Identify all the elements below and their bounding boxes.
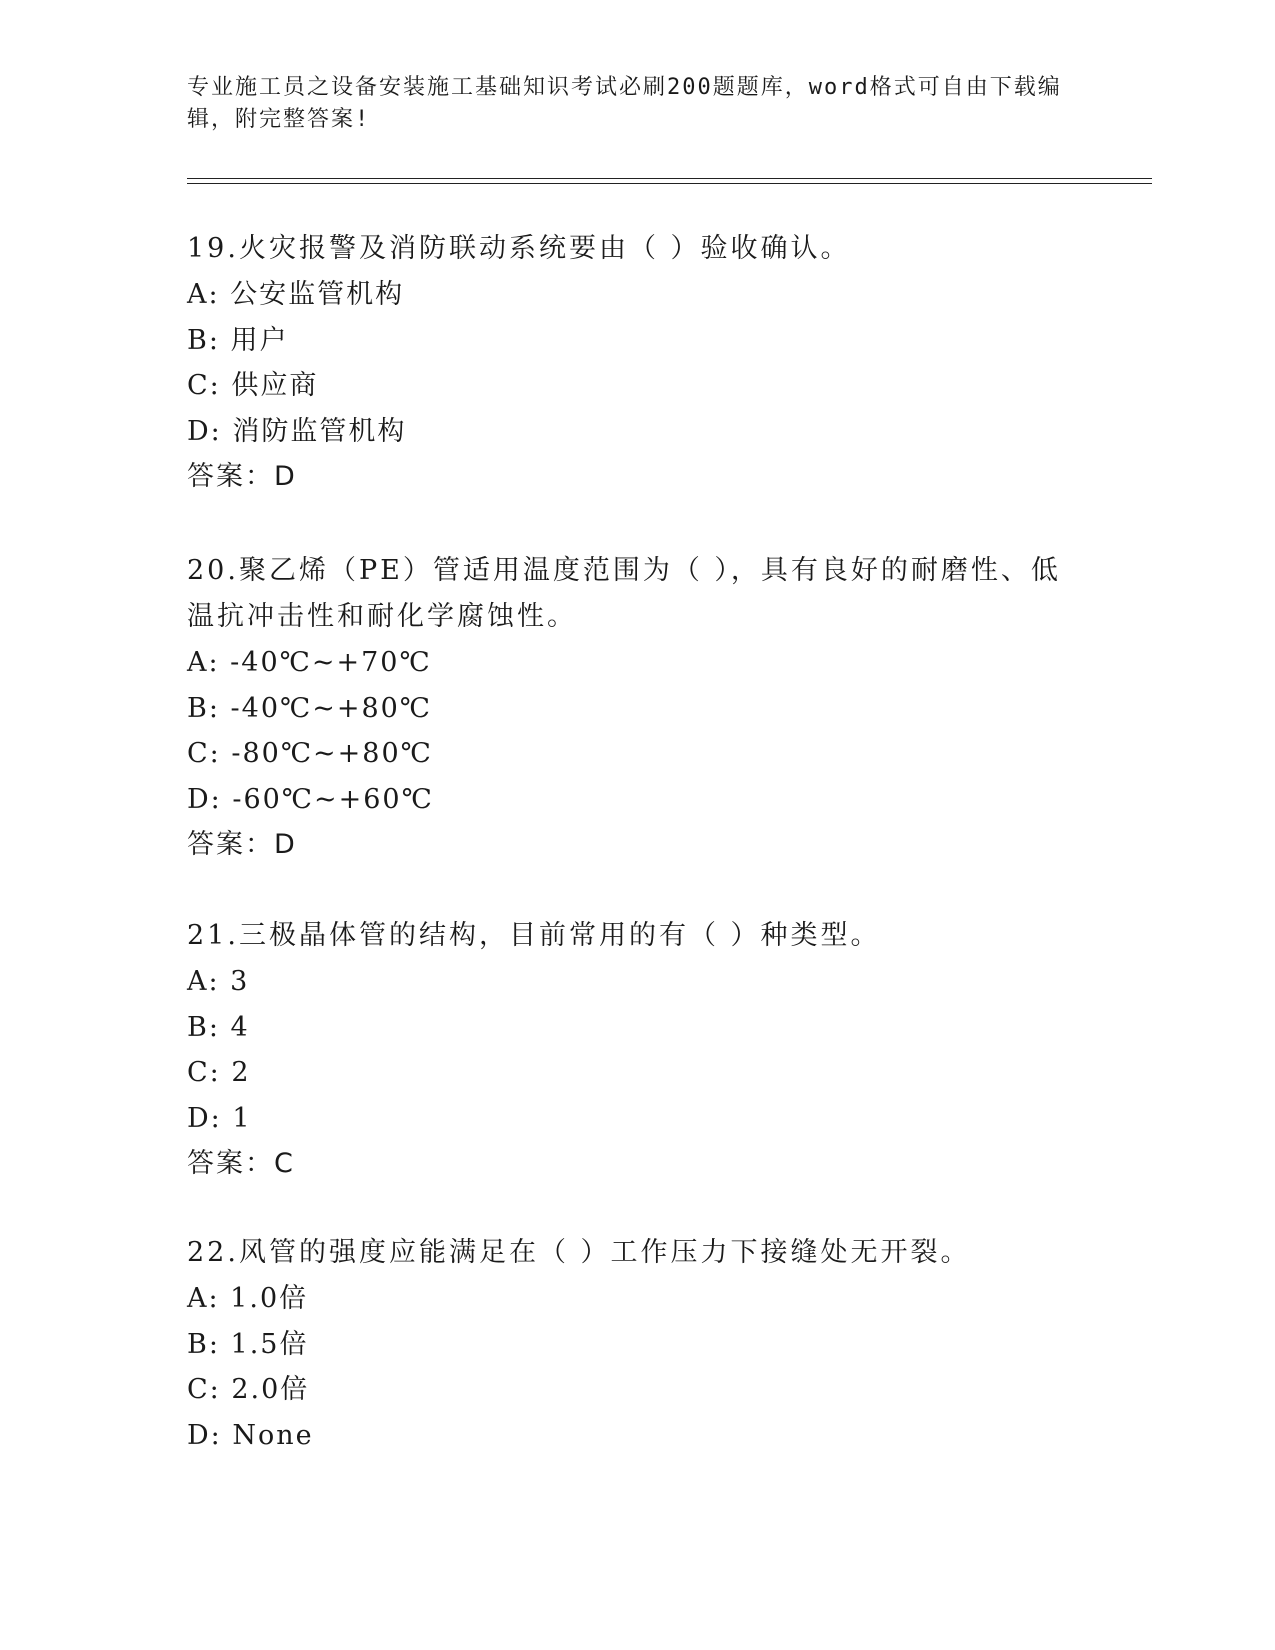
option-a: A: -40℃~+70℃ <box>187 647 432 678</box>
question-stem: 20.聚乙烯（PE）管适用温度范围为（ ），具有良好的耐磨性、低温抗冲击性和耐化学腐蚀性。 <box>187 555 1061 632</box>
answer-line: 答案：D <box>187 829 297 860</box>
option-d: D: -60℃~+60℃ <box>187 783 434 815</box>
option-d: D: 1 <box>187 1102 252 1134</box>
question-21 <box>187 913 1087 1187</box>
header-double-rule <box>187 178 1152 184</box>
question-20 <box>187 548 1087 868</box>
option-c: C: 2.0倍 <box>187 1374 310 1405</box>
option-d: D: None <box>187 1419 314 1451</box>
option-a: A: 公安监管机构 <box>187 279 405 310</box>
option-b: B: -40℃~+80℃ <box>187 692 433 724</box>
option-c: C: 供应商 <box>187 370 319 401</box>
option-b: B: 4 <box>187 1011 250 1043</box>
answer-line: 答案：C <box>187 1148 295 1179</box>
question-stem: 22.风管的强度应能满足在（ ）工作压力下接缝处无开裂。 <box>187 1237 971 1268</box>
option-c: C: -80℃~+80℃ <box>187 738 433 769</box>
option-b: B: 1.5倍 <box>187 1328 309 1360</box>
question-stem: 19.火灾报警及消防联动系统要由（ ）验收确认。 <box>187 233 851 264</box>
option-d: D: 消防监管机构 <box>187 415 407 447</box>
option-a: A: 3 <box>187 966 250 997</box>
option-c: C: 2 <box>187 1057 251 1088</box>
question-22 <box>187 1230 1087 1458</box>
answer-line: 答案：D <box>187 461 297 492</box>
question-19 <box>187 226 1087 500</box>
question-stem: 21.三极晶体管的结构，目前常用的有（ ）种类型。 <box>187 920 881 951</box>
option-b: B: 用户 <box>187 324 289 356</box>
option-a: A: 1.0倍 <box>187 1283 309 1314</box>
document-header-title: 专业施工员之设备安装施工基础知识考试必刷200题题库，word格式可自由下载编辑，附完整答案! <box>187 75 1062 132</box>
